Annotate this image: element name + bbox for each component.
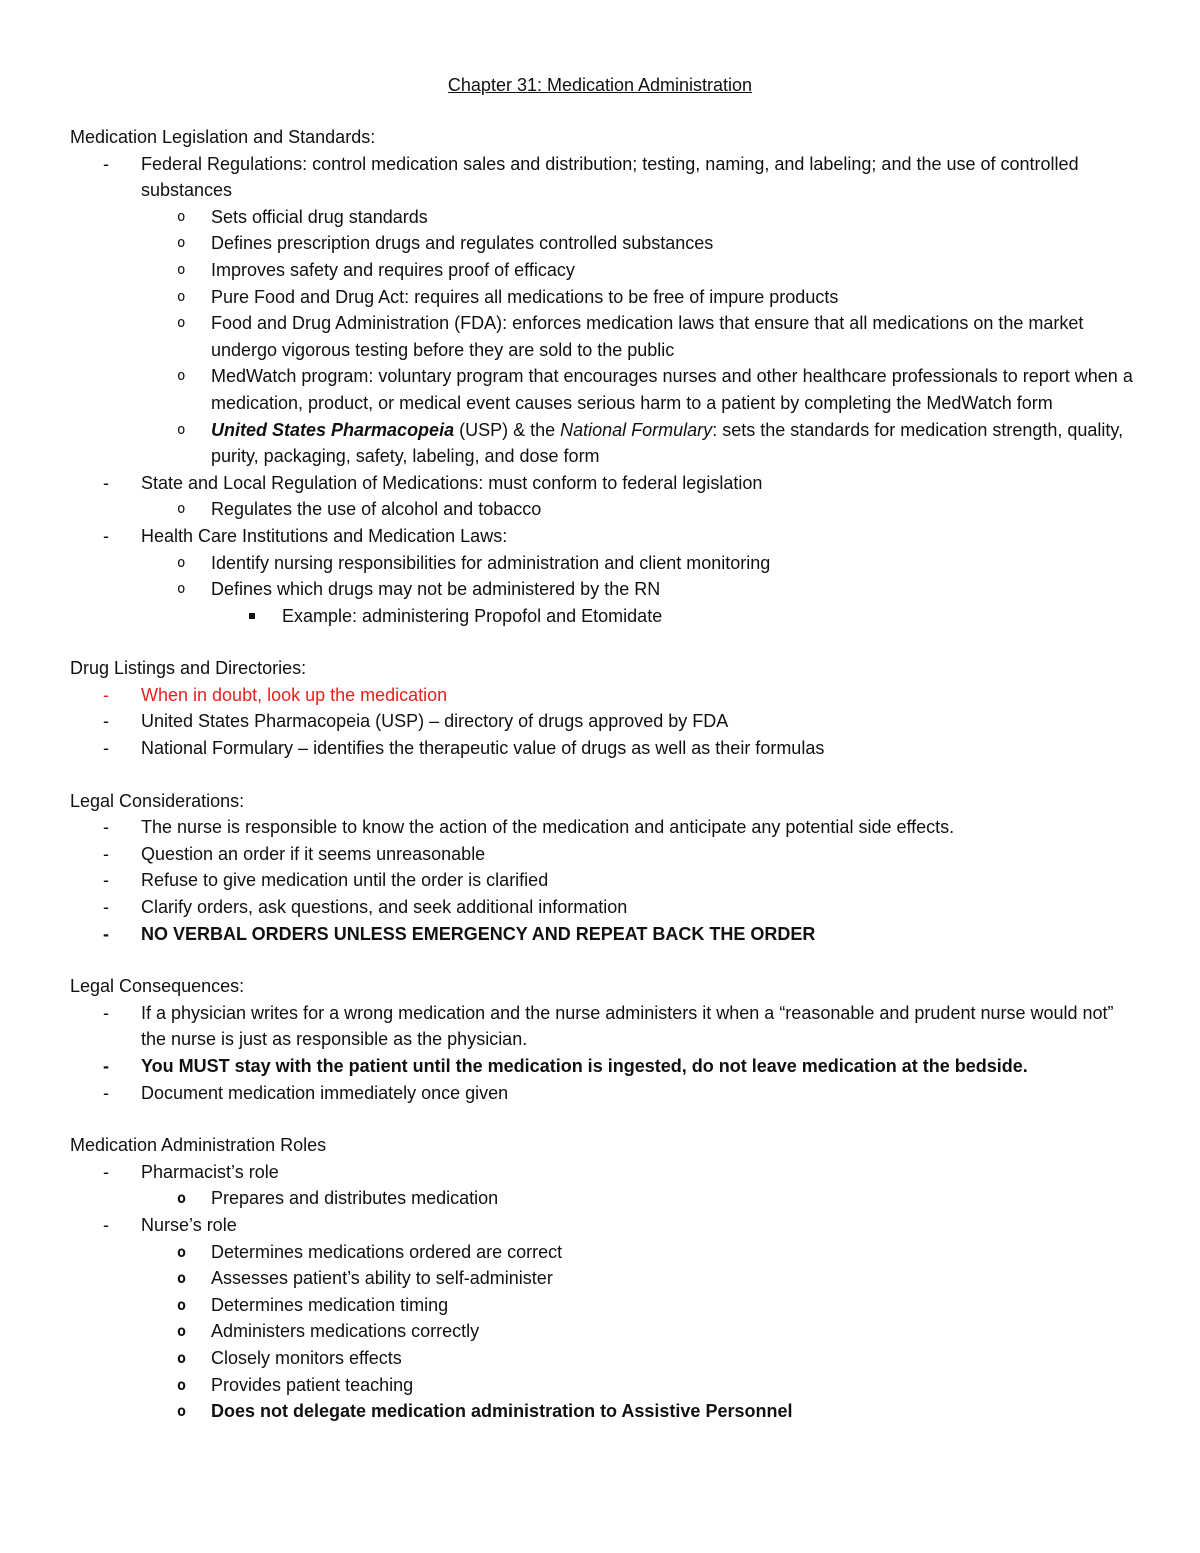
bullet-list [70,814,1140,947]
section-legislation [70,124,1140,629]
list-item: o Prepares and distributes medication [141,1185,1140,1212]
list-item: - The nurse is responsible to know the action of the medication and anticipate any potential side effects. [70,814,1140,841]
list-item: o Provides patient teaching [141,1372,1140,1399]
page-title: Chapter 31: Medication Administration [447,75,753,95]
usp-title: United States Pharmacopeia [211,419,455,440]
list-item: o Food and Drug Administration (FDA): enforces medication laws that ensure that all medications on the market undergo vigorous testing before they are sold to the public [141,310,1140,363]
sub-list [141,1185,1140,1212]
bullet-list [70,151,1140,630]
list-item-highlight: - When in doubt, look up the medication [70,682,1140,709]
list-item-text: : sets the standards for medication strength, quality, purity, packaging, safety, labeling, and dose form [211,419,1124,467]
sub-list [141,550,1140,630]
nf-title: National Formulary [560,419,713,440]
list-item: o Determines medication timing [141,1292,1140,1319]
list-item: o MedWatch program: voluntary program that encourages nurses and other healthcare professionals to report when a medication, product, or medical event causes serious harm to a patient by completing the MedWatch form [141,363,1140,416]
list-item: - Document medication immediately once given [70,1080,1140,1107]
list-item: - United States Pharmacopeia (USP) – directory of drugs approved by FDA [70,708,1140,735]
list-item [70,1212,1140,1425]
list-item-text: Defines which drugs may not be administered by the RN [211,579,661,600]
section-roles [70,1132,1140,1425]
section-considerations [70,788,1140,948]
bullet-list [70,1159,1140,1425]
list-item: - Clarify orders, ask questions, and seek additional information [70,894,1140,921]
list-item: o Defines prescription drugs and regulates controlled substances [141,230,1140,257]
list-item [70,523,1140,629]
sub-list [141,496,1140,523]
list-item: - National Formulary – identifies the therapeutic value of drugs as well as their formulas [70,735,1140,762]
section-listings [70,655,1140,761]
list-item: o Determines medications ordered are correct [141,1239,1140,1266]
list-item-text: Nurse’s role [141,1214,237,1235]
list-item-text: Health Care Institutions and Medication Laws: [141,525,508,546]
list-item: - Refuse to give medication until the order is clarified [70,867,1140,894]
list-item: o Administers medications correctly [141,1318,1140,1345]
sub-sub-list [211,603,1140,630]
list-item-emphasis: - You MUST stay with the patient until the medication is ingested, do not leave medication at the bedside. [70,1053,1140,1080]
list-item: o Assesses patient’s ability to self-administer [141,1265,1140,1292]
section-heading: Medication Administration Roles [70,1135,327,1156]
sub-list [141,204,1140,470]
list-item: o Identify nursing responsibilities for administration and client monitoring [141,550,1140,577]
section-heading: Drug Listings and Directories: [70,658,307,679]
list-item [141,576,1140,629]
list-item [70,151,1140,470]
list-item [141,417,1140,470]
list-item-text: Federal Regulations: control medication sales and distribution; testing, naming, and labeling; and the use of controlled substances [141,153,1079,201]
list-item: o Improves safety and requires proof of efficacy [141,257,1140,284]
list-item: - If a physician writes for a wrong medication and the nurse administers it when a “reasonable and prudent nurse would not” the nurse is just as responsible as the physician. [70,1000,1140,1053]
list-item: o Closely monitors effects [141,1345,1140,1372]
list-item: - Question an order if it seems unreasonable [70,841,1140,868]
bullet-list [70,682,1140,762]
list-item-emphasis: o Does not delegate medication administration to Assistive Personnel [141,1398,1140,1425]
list-item [70,470,1140,523]
bullet-list [70,1000,1140,1106]
list-item-emphasis: - NO VERBAL ORDERS UNLESS EMERGENCY AND REPEAT BACK THE ORDER [70,921,1140,948]
list-item [70,1159,1140,1212]
sub-list [141,1239,1140,1425]
list-item: o Pure Food and Drug Act: requires all medications to be free of impure products [141,284,1140,311]
section-heading: Medication Legislation and Standards: [70,127,376,147]
list-item-text: (USP) & the [454,419,561,440]
list-item-text: State and Local Regulation of Medications: must conform to federal legislation [141,472,763,493]
list-item-text: Pharmacist’s role [141,1161,279,1182]
list-item: o Regulates the use of alcohol and tobacco [141,496,1140,523]
section-consequences [70,973,1140,1106]
section-heading: Legal Consequences: [70,976,245,997]
section-heading: Legal Considerations: [70,790,245,811]
list-item: o Sets official drug standards [141,204,1140,231]
list-item: Example: administering Propofol and Etomidate [211,603,1140,630]
document-body [70,124,1140,1451]
